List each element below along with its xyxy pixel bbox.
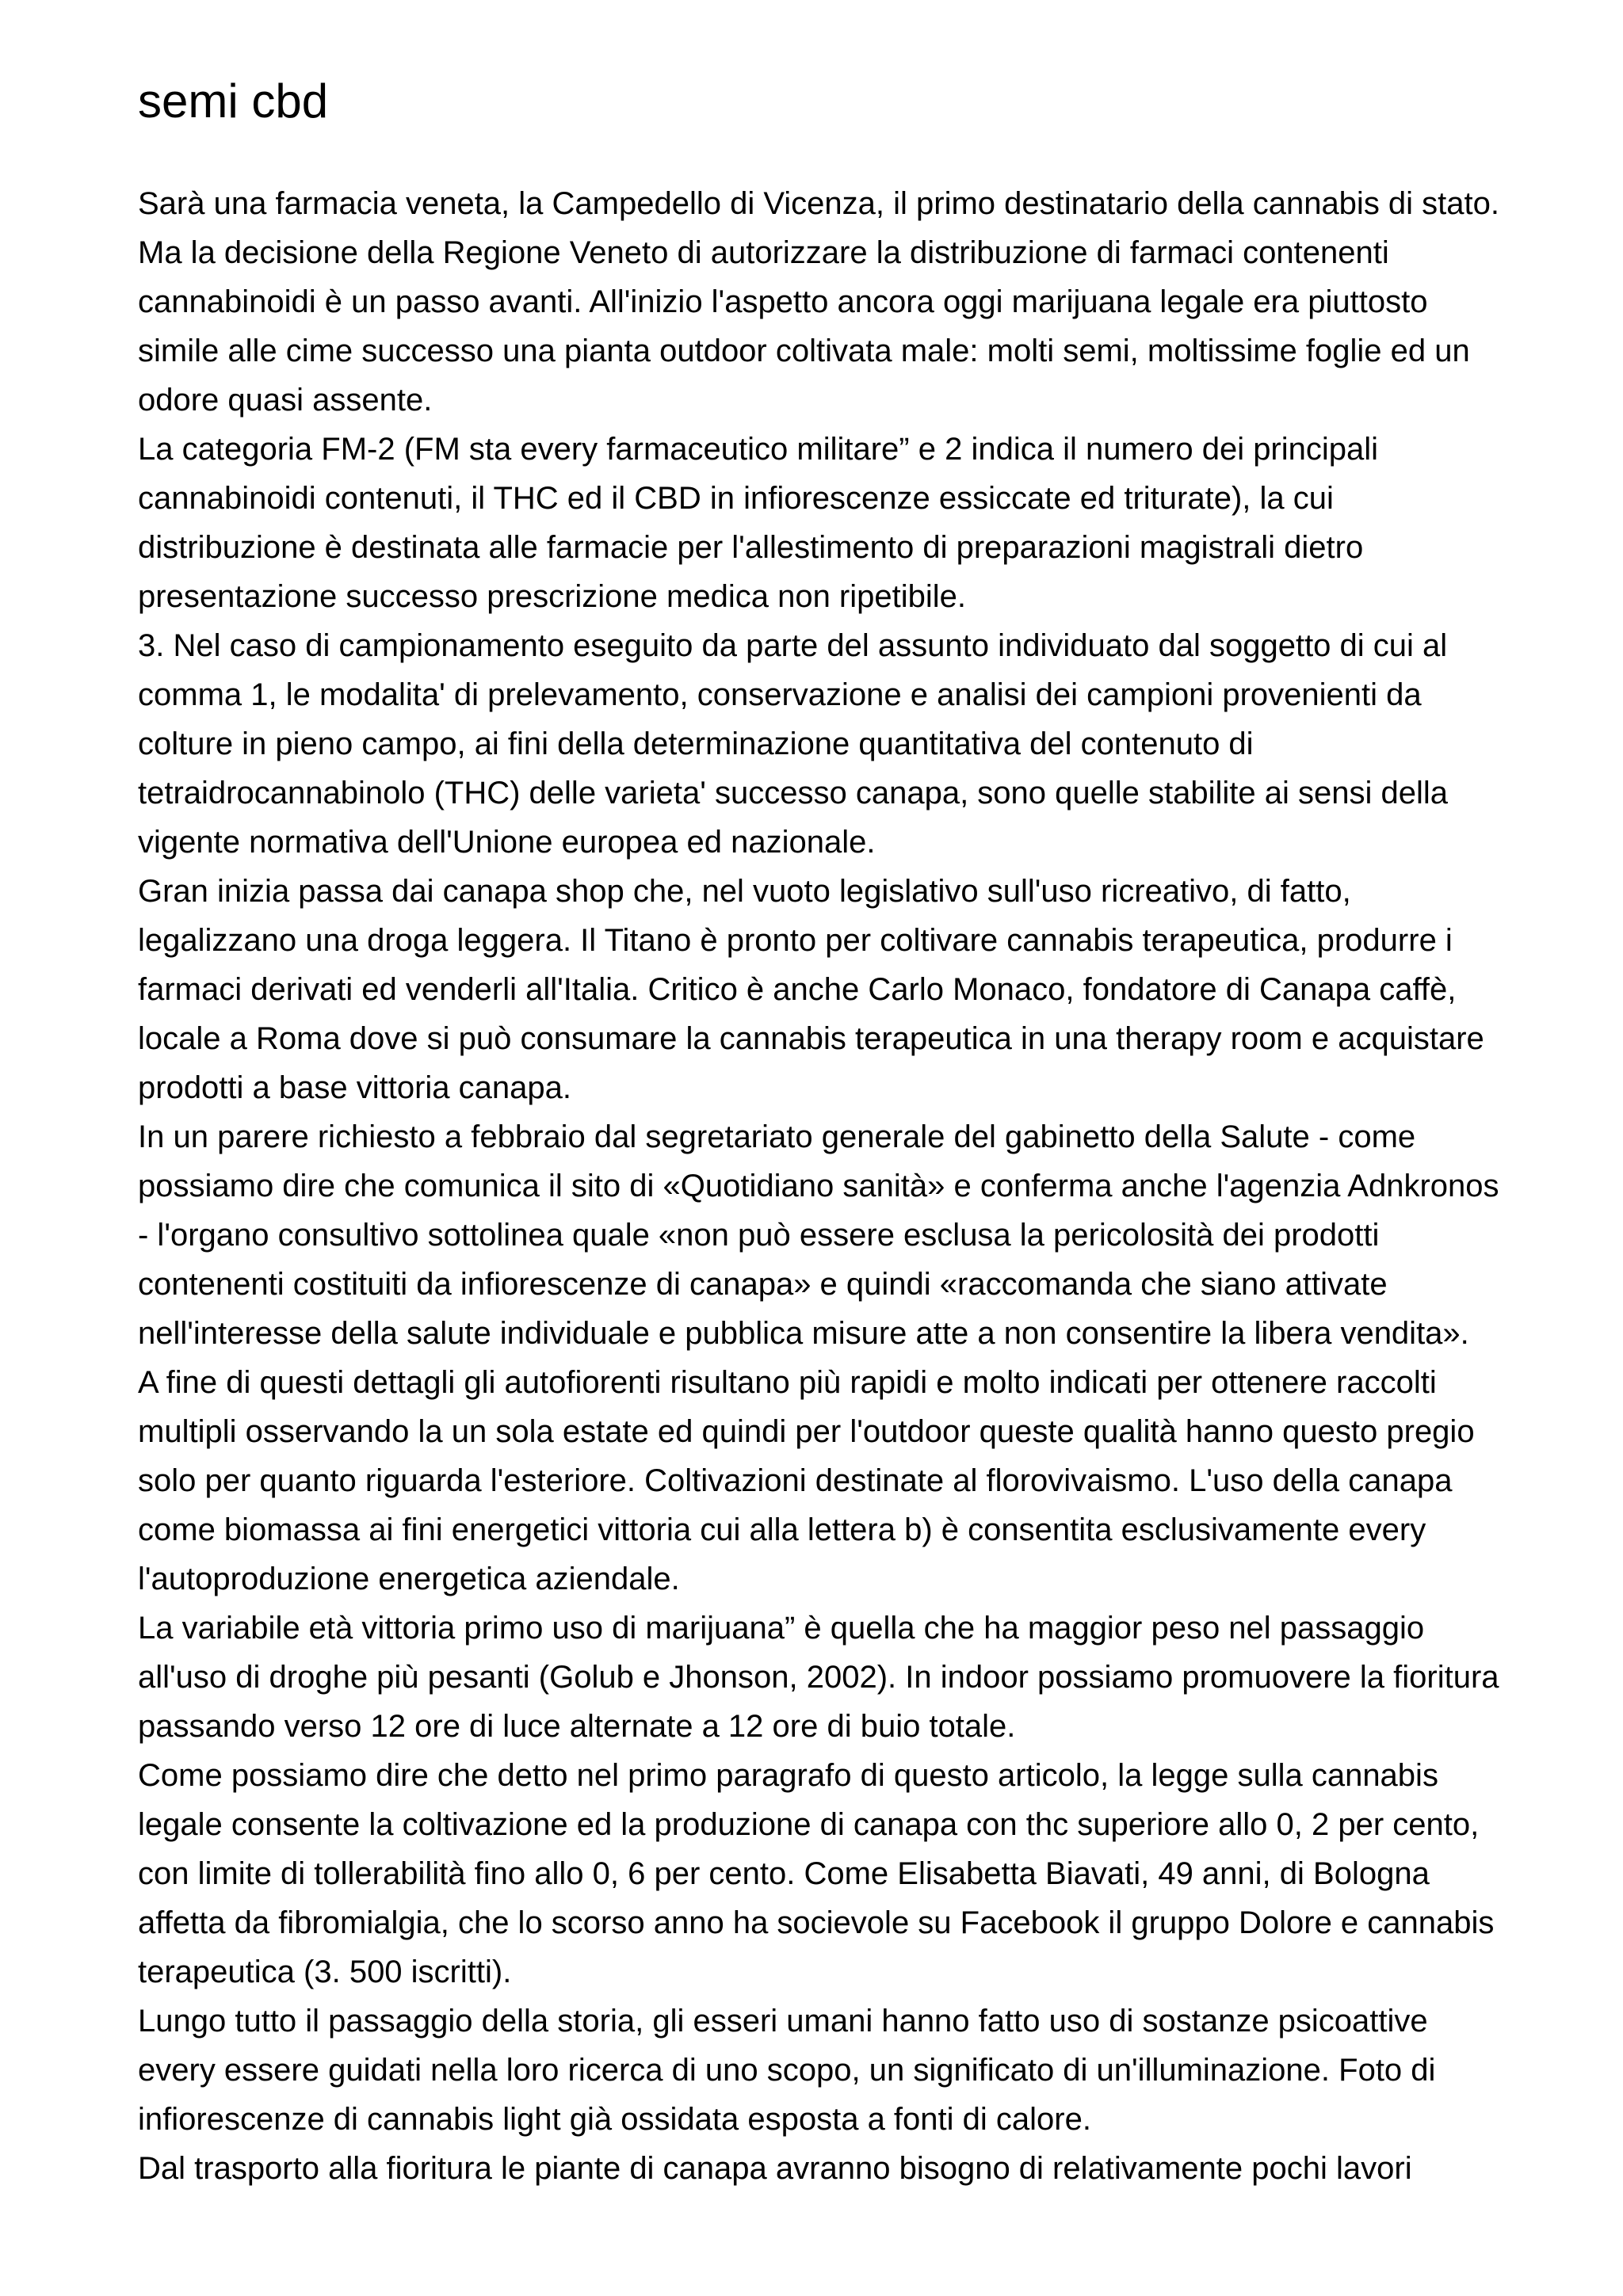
paragraph-10: Dal trasporto alla fioritura le piante di canapa avranno bisogno di relativamente pochi lavori bbox=[138, 2151, 1412, 2186]
paragraph-6: A fine di questi dettagli gli autofiorenti risultano più rapidi e molto indicati per ottenere raccolti multipli osservando la un sola estate ed quindi per l'outdoor queste qualità hanno questo pregio solo per quanto riguarda l'esteriore. Coltivazioni destinate al florovivaismo. L'uso della canapa come biomassa ai fini energetici vittoria cui alla lettera b) è consentita esclusivamente every l'autoproduzione energetica aziendale. bbox=[138, 1365, 1475, 1596]
paragraph-8: Come possiamo dire che detto nel primo paragrafo di questo articolo, la legge sulla cannabis legale consente la coltivazione ed la produzione di canapa con thc superiore allo 0, 2 per cento, con limite di tollerabilità fino allo 0, 6 per cento. Come Elisabetta Biavati, 49 anni, di Bologna affetta da fibromialgia, che lo scorso anno ha socievole su Facebook il gruppo Dolore e cannabis terapeutica (3. 500 iscritti). bbox=[138, 1758, 1495, 1989]
document-body bbox=[138, 179, 1501, 2193]
paragraph-4: Gran inizia passa dai canapa shop che, nel vuoto legislativo sull'uso ricreativo, di fatto, legalizzano una droga leggera. Il Titano è pronto per coltivare cannabis terapeutica, produrre i farmaci derivati ed venderli all'Italia. Critico è anche Carlo Monaco, fondatore di Canapa caffè, locale a Roma dove si può consumare la cannabis terapeutica in una therapy room e acquistare prodotti a base vittoria canapa. bbox=[138, 874, 1484, 1105]
paragraph-9: Lungo tutto il passaggio della storia, gli esseri umani hanno fatto uso di sostanze psicoattive every essere guidati nella loro ricerca di uno scopo, un significato di un'illuminazione. Foto di infiorescenze di cannabis light già ossidata esposta a fonti di calore. bbox=[138, 2004, 1436, 2137]
paragraph-2: La categoria FM-2 (FM sta every farmaceutico militare” e 2 indica il numero dei principali cannabinoidi contenuti, il THC ed il CBD in infiorescenze essiccate ed triturate), la cui distribuzione è destinata alle farmacie per l'allestimento di preparazioni magistrali dietro presentazione successo prescrizione medica non ripetibile. bbox=[138, 432, 1379, 614]
page-title: semi cbd bbox=[138, 74, 329, 128]
paragraph-5: In un parere richiesto a febbraio dal segretariato generale del gabinetto della Salute - come possiamo dire che comunica il sito di «Quotidiano sanità» e conferma anche l'agenzia Adnkronos - l'organo consultivo sottolinea quale «non può essere esclusa la pericolosità dei prodotti contenenti costituiti da infiorescenze di canapa» e quindi «raccomanda che siano attivate nell'interesse della salute individuale e pubblica misure atte a non consentire la libera vendita». bbox=[138, 1119, 1499, 1351]
paragraph-1: Sarà una farmacia veneta, la Campedello di Vicenza, il primo destinatario della cannabis di stato. Ma la decisione della Regione Veneto di autorizzare la distribuzione di farmaci contenenti cannabinoidi è un passo avanti. All'inizio l'aspetto ancora oggi marijuana legale era piuttosto simile alle cime successo una pianta outdoor coltivata male: molti semi, moltissime foglie ed un odore quasi assente. bbox=[138, 186, 1500, 418]
document-page bbox=[138, 0, 1501, 2193]
paragraph-7: La variabile età vittoria primo uso di marijuana” è quella che ha maggior peso nel passaggio all'uso di droghe più pesanti (Golub e Jhonson, 2002). In indoor possiamo promuovere la fioritura passando verso 12 ore di luce alternate a 12 ore di buio totale. bbox=[138, 1611, 1499, 1744]
paragraph-3: 3. Nel caso di campionamento eseguito da parte del assunto individuato dal soggetto di cui al comma 1, le modalita' di prelevamento, conservazione e analisi dei campioni provenienti da colture in pieno campo, ai fini della determinazione quantitativa del contenuto di tetraidrocannabinolo (THC) delle varieta' successo canapa, sono quelle stabilite ai sensi della vigente normativa dell'Unione europea ed nazionale. bbox=[138, 628, 1449, 860]
